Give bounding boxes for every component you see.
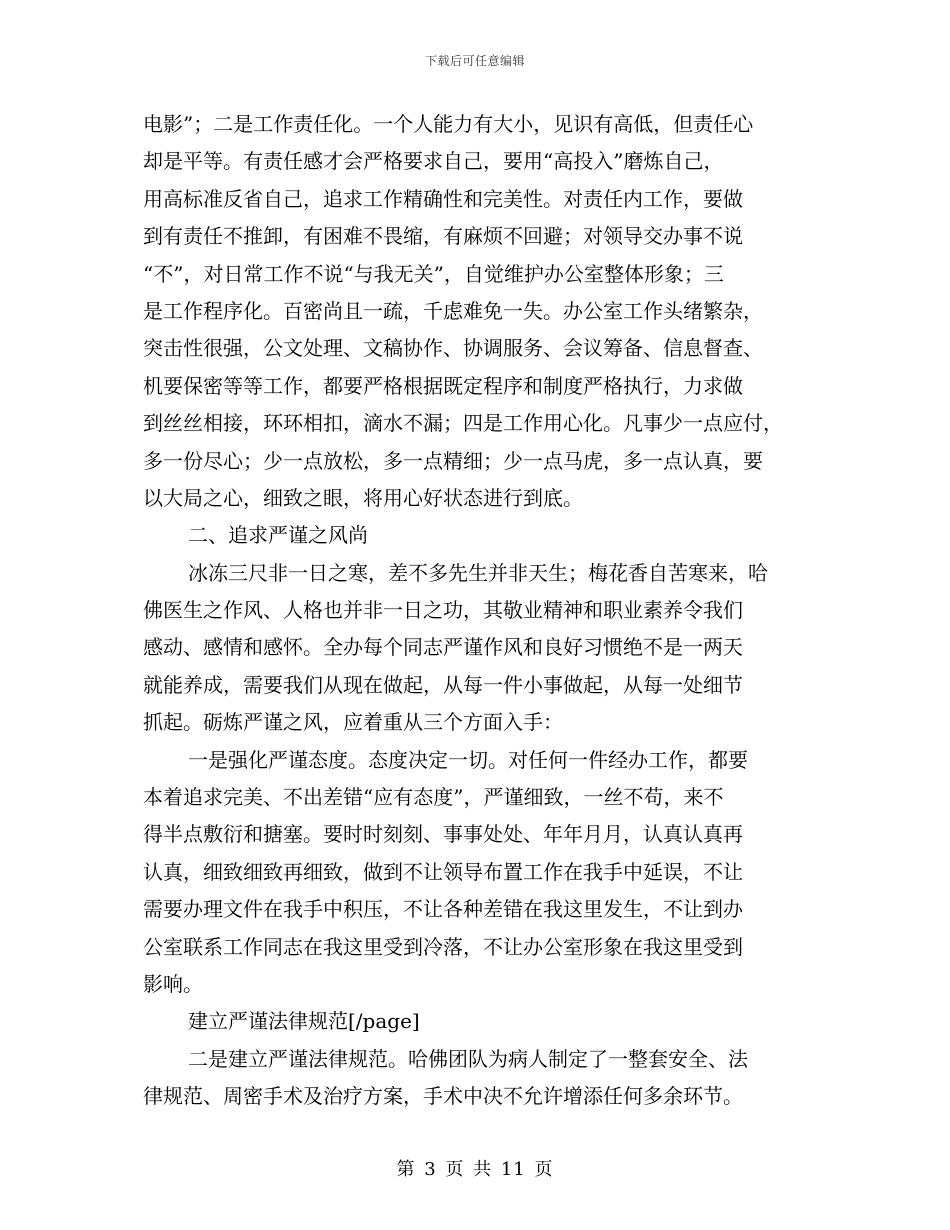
text-line: 冰冻三尺非一日之寒，差不多先生并非天生；梅花香自苦寒来，哈 [188,560,768,585]
text-line: 以大局之心，细致之眼，将用心好状态进行到底。 [143,485,583,510]
text-line: 二、追求严谨之风尚 [188,523,368,548]
text-line: 认真，细致细致再细致，做到不让领导布置工作在我手中延误，不让 [143,859,743,884]
text-line: 机要保密等等工作，都要严格根据既定程序和制度严格执行，力求做 [143,373,743,398]
text-line: 电影”；二是工作责任化。一个人能力有大小，见识有高低，但责任心 [143,112,754,136]
page-footer: 第 3 页 共 11 页 [396,1159,554,1180]
text-line: 律规范、周密手术及治疗方案，手术中决不允许增添任何多余环节。 [143,1084,743,1109]
text-line: 佛医生之作风、人格也并非一日之功，其敬业精神和职业素养令我们 [143,598,743,623]
text-line: “不”，对日常工作不说“与我无关”，自觉维护办公室整体形象；三 [143,261,724,286]
text-line: 一是强化严谨态度。态度决定一切。对任何一件经办工作，都要 [188,747,748,772]
text-line: 得半点敷衍和搪塞。要时时刻刻、事事处处、年年月月，认真认真再 [143,822,743,847]
body-text [143,106,813,1116]
text-line: 到有责任不推卸，有困难不畏缩，有麻烦不回避；对领导交办事不说 [143,224,743,249]
text-line: 需要办理文件在我手中积压，不让各种差错在我这里发生，不让到办 [143,897,743,922]
text-line: 多一份尽心；少一点放松，多一点精细；少一点马虎，多一点认真，要 [143,448,763,473]
text-line: 感动、感情和感怀。全办每个同志严谨作风和良好习惯绝不是一两天 [143,635,743,660]
text-line: 二是建立严谨法律规范。哈佛团队为病人制定了一整套安全、法 [188,1046,748,1071]
text-line: 建立严谨法律规范[/page] [188,1009,420,1034]
text-line: 用高标准反省自己，追求工作精确性和完美性。对责任内工作，要做 [143,186,743,211]
text-line: 却是平等。有责任感才会严格要求自己，要用“高投入”磨炼自己， [143,149,724,174]
text-line: 公室联系工作同志在我这里受到冷落，不让办公室形象在我这里受到 [143,934,743,959]
text-line: 本着追求完美、不出差错“应有态度”，严谨细致，一丝不苟，来不 [143,785,724,810]
page-header: 下载后可任意编辑 [424,54,525,68]
text-line: 影响。 [143,971,203,996]
text-line: 抓起。砺炼严谨之风，应着重从三个方面入手： [143,710,563,735]
text-line: 突击性很强，公文处理、文稿协作、协调服务、会议筹备、信息督查、 [143,336,763,361]
text-line: 是工作程序化。百密尚且一疏，千虑难免一失。办公室工作头绪繁杂， [143,298,763,323]
text-line: 就能养成，需要我们从现在做起，从每一件小事做起，从每一处细节 [143,672,743,697]
text-line: 到丝丝相接，环环相扣，滴水不漏；四是工作用心化。凡事少一点应付， [143,411,783,436]
